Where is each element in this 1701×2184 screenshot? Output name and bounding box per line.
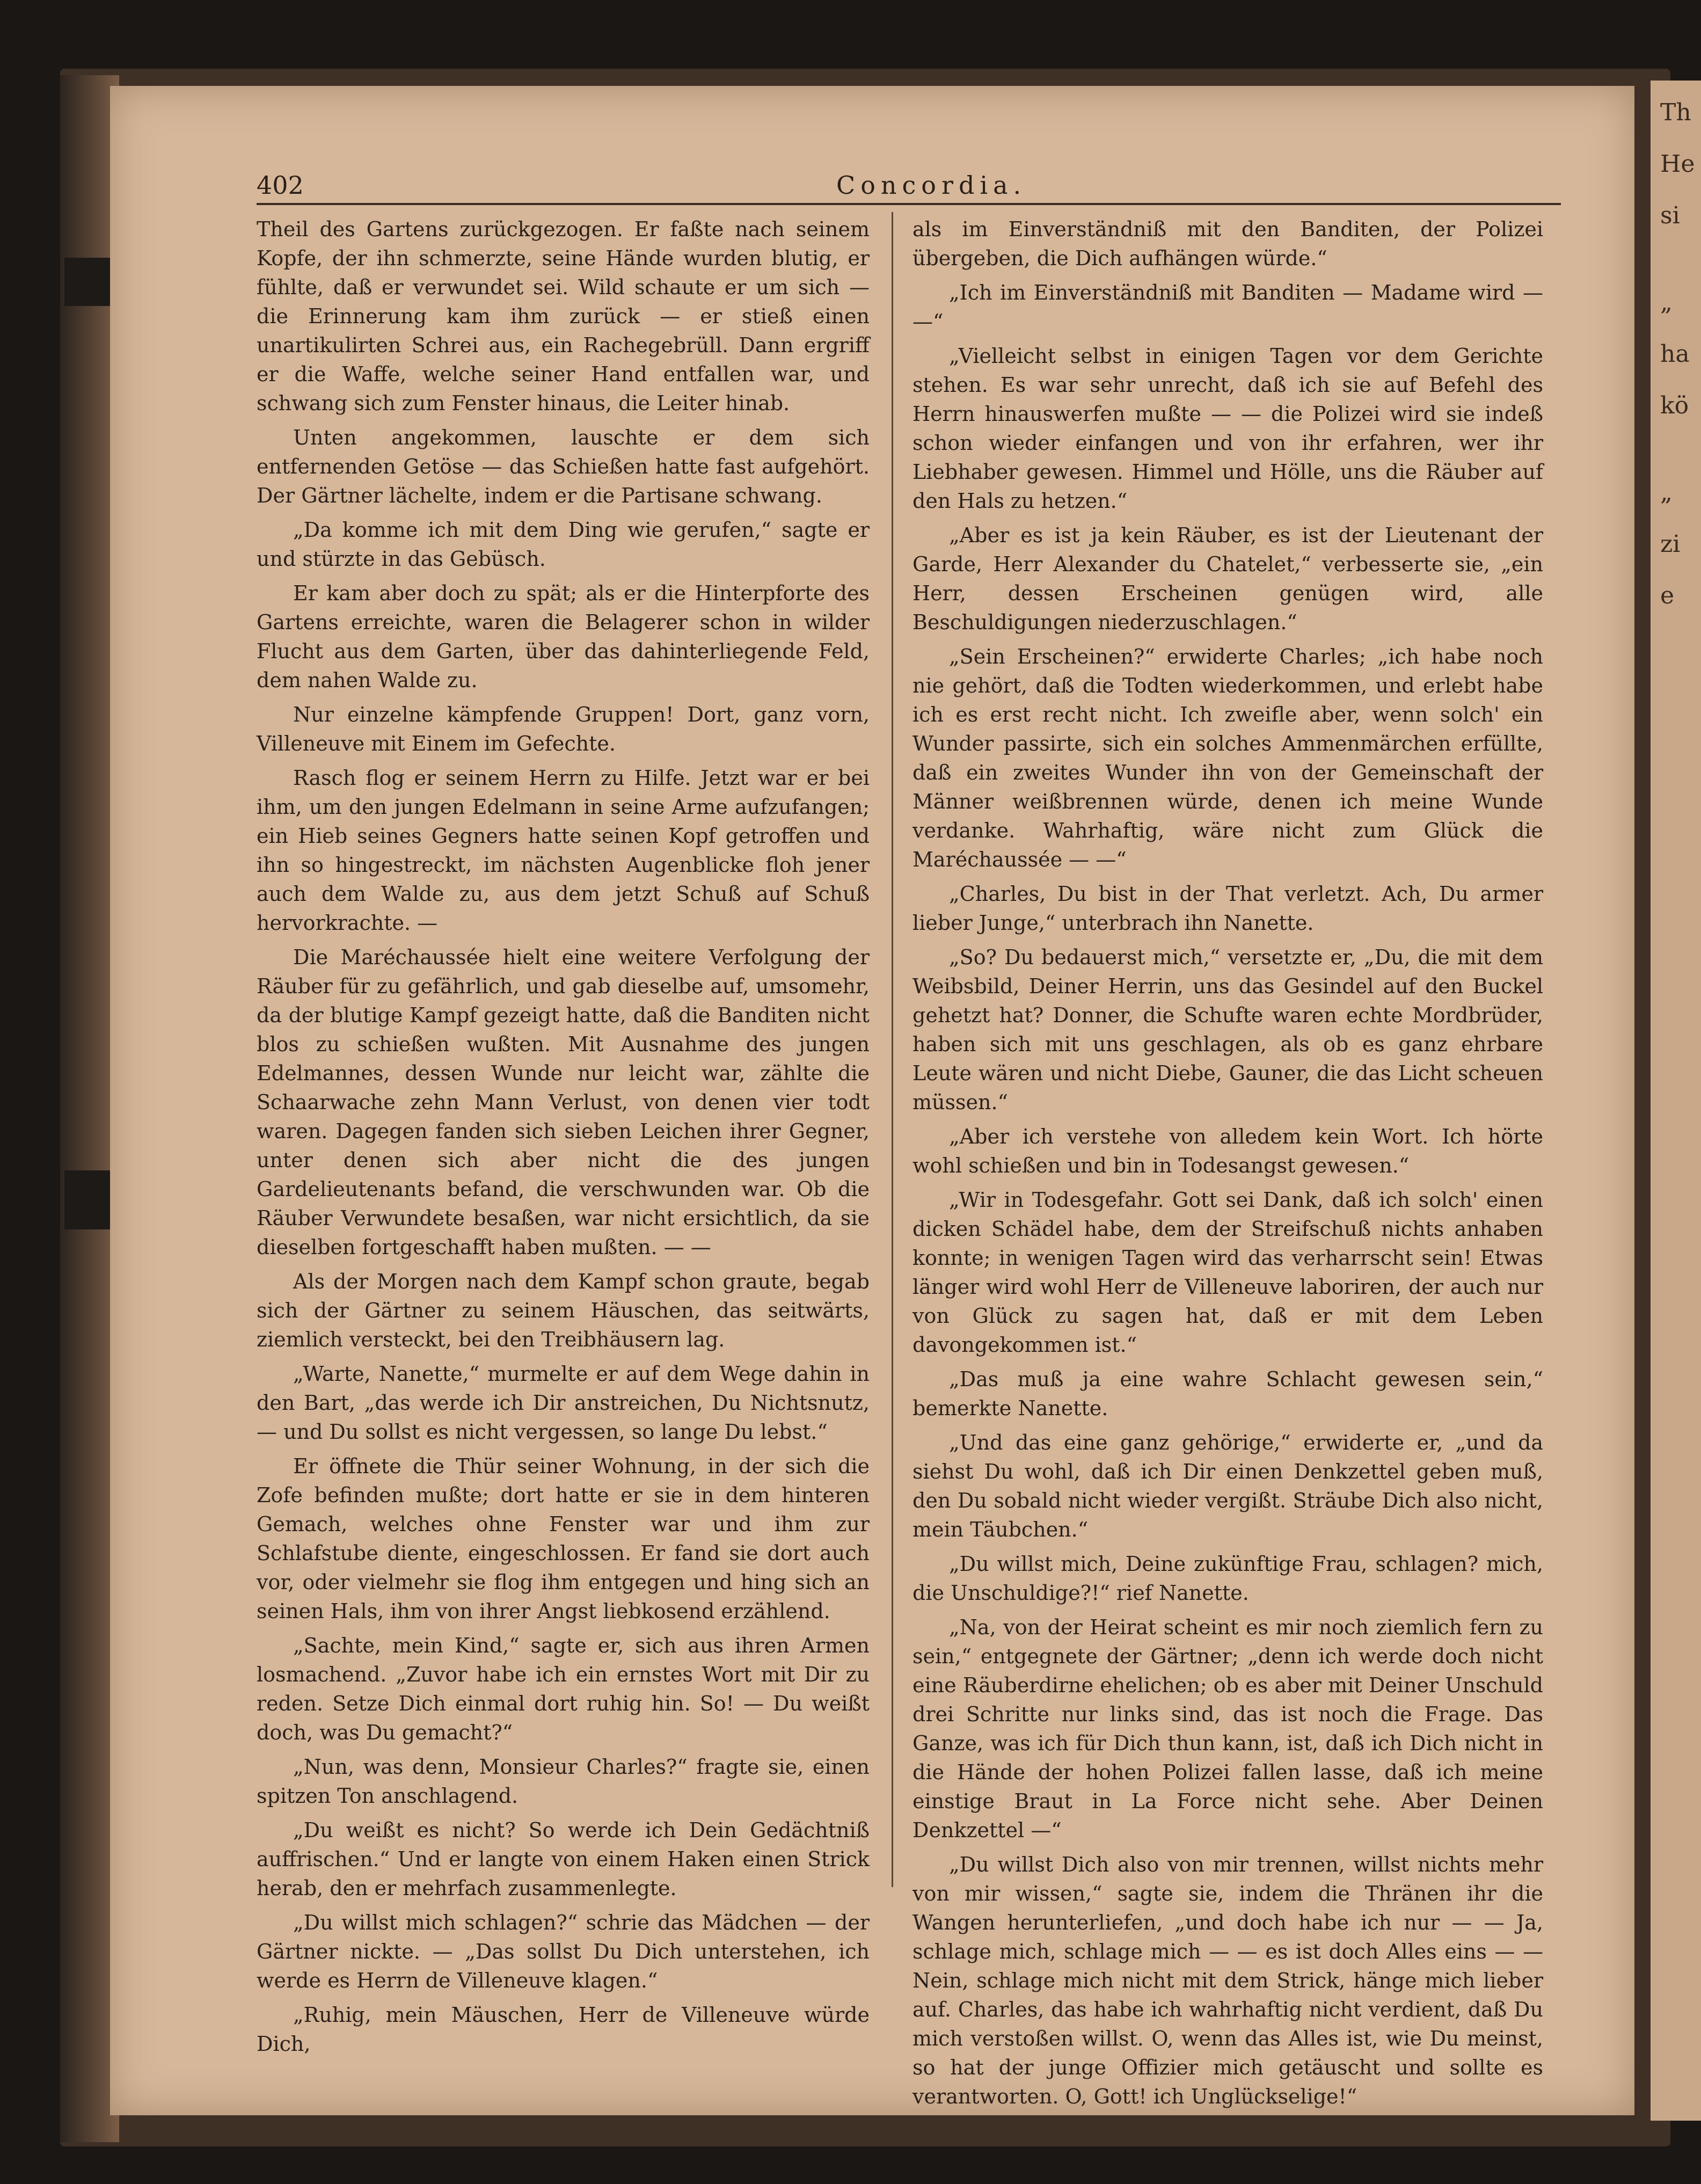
paragraph: „Du willst mich, Deine zukünftige Frau, schlagen? mich, die Unschuldige?!“ rief Nanette.	[912, 1552, 1543, 1605]
paragraph: „Und das eine ganz gehörige,“ erwiderte er, „und da siehst Du wohl, daß ich Dir einen Denkzettel geben muß, den Du sobald nicht wieder vergißt. Sträube Dich also nicht, mein Täubchen.“	[912, 1431, 1543, 1541]
adjacent-page-fragment: zi	[1660, 530, 1681, 558]
paragraph: „Nun, was denn, Monsieur Charles?“ fragte sie, einen spitzen Ton anschlagend.	[257, 1755, 870, 1808]
paragraph: Er öffnete die Thür seiner Wohnung, in der sich die Zofe befinden mußte; dort hatte er sie in dem hinteren Gemach, welches ohne Fenster war und ihm zur Schlafstube diente, eingeschlossen. Er fand sie dort auch vor, oder vielmehr sie flog ihm entgegen und hing sich an seinen Hals, ihm von ihrer Angst liebkosend erzählend.	[257, 1454, 870, 1623]
paragraph: „Sein Erscheinen?“ erwiderte Charles; „ich habe noch nie gehört, daß die Todten wiederkommen, und erlebt habe ich es erst recht nicht. Ich zweifle aber, wenn solch' ein Wunder passirte, sich ein solches Ammenmärchen erfüllte, daß ein zweites Wunder ihn von der Gemeinschaft der Männer weißbrennen würde, denen ich meine Wunde verdanke. Wahrhaftig, wäre nicht zum Glück die Maréchaussée — —“	[912, 645, 1543, 871]
paragraph: Rasch flog er seinem Herrn zu Hilfe. Jetzt war er bei ihm, um den jungen Edelmann in seine Arme aufzufangen; ein Hieb seines Gegners hatte seinen Kopf getroffen und ihn so hingestreckt, im nächsten Augenblicke floh jener auch dem Walde zu, aus dem jetzt Schuß auf Schuß hervorkrachte. —	[257, 766, 870, 935]
column-divider	[892, 212, 893, 1887]
page-title: Concordia.	[836, 171, 1027, 200]
paragraph: „Warte, Nanette,“ murmelte er auf dem Wege dahin in den Bart, „das werde ich Dir anstreichen, Du Nichtsnutz, — und Du sollst es nicht vergessen, so lange Du lebst.“	[257, 1362, 870, 1444]
paragraph: „Sachte, mein Kind,“ sagte er, sich aus ihren Armen losmachend. „Zuvor habe ich ein ernstes Wort mit Dir zu reden. Setze Dich einmal dort ruhig hin. So! — Du weißt doch, was Du gemacht?“	[257, 1634, 870, 1744]
adjacent-page-fragment: „	[1660, 289, 1673, 316]
header-rule	[257, 203, 1561, 205]
paragraph: „Das muß ja eine wahre Schlacht gewesen sein,“ bemerkte Nanette.	[912, 1367, 1543, 1420]
adjacent-page-fragment: „	[1660, 479, 1673, 506]
paragraph: „Ich im Einverständniß mit Banditen — Madame wird — —“	[912, 281, 1543, 333]
adjacent-page-fragment: kö	[1660, 392, 1689, 419]
paragraph: „Du willst Dich also von mir trennen, willst nichts mehr von mir wissen,“ sagte sie, indem die Thränen ihr die Wangen herunterliefen, „und doch habe ich nur — — Ja, schlage mich, schlage mich — — es ist doch Alles eins — — Nein, schlage mich nicht mit dem Strick, hänge mich lieber auf. Charles, das habe ich wahrhaftig nicht verdient, daß Du mich verstoßen willst. O, wenn das Alles ist, wie Du meinst, so hat der junge Offizier mich getäuscht und sollte es verantworten. O, Gott! ich Unglückselige!“	[912, 1853, 1543, 2108]
paragraph: „So? Du bedauerst mich,“ versetzte er, „Du, die mit dem Weibsbild, Deiner Herrin, uns das Gesindel auf den Buckel gehetzt hat? Donner, die Schufte waren echte Mordbrüder, haben sich mit uns geschlagen, als ob es ganz ehrbare Leute wären und nicht Diebe, Gauner, die das Licht scheuen müssen.“	[912, 945, 1543, 1114]
adjacent-page-fragment: He	[1660, 150, 1695, 178]
adjacent-page-edge	[1651, 81, 1701, 2121]
paragraph: „Du willst mich schlagen?“ schrie das Mädchen — der Gärtner nickte. — „Das sollst Du Dich unterstehen, ich werde es Herrn de Villeneuve klagen.“	[257, 1911, 870, 1992]
adjacent-page-fragment: Th	[1660, 99, 1691, 126]
paragraph: Die Maréchaussée hielt eine weitere Verfolgung der Räuber für zu gefährlich, und gab dieselbe auf, umsomehr, da der blutige Kampf gezeigt hatte, daß die Banditen nicht blos zu schießen wußten. Mit Ausnahme des jungen Edelmannes, dessen Wunde nur leicht war, zählte die Schaarwache zehn Mann Verlust, von denen vier todt waren. Dagegen fanden sich sieben Leichen ihrer Gegner, unter denen sich aber nicht die des jungen Gardelieutenants befand, die verschwunden war. Ob die Räuber Verwundete besaßen, war nicht ersichtlich, da sie dieselben fortgeschafft haben mußten. — —	[257, 945, 870, 1259]
paragraph: Er kam aber doch zu spät; als er die Hinterpforte des Gartens erreichte, waren die Belagerer schon in wilder Flucht aus dem Garten, über das dahinterliegende Feld, dem nahen Walde zu.	[257, 581, 870, 692]
paragraph: „Ruhig, mein Mäuschen, Herr de Villeneuve würde Dich,	[257, 2003, 870, 2056]
paragraph: „Wir in Todesgefahr. Gott sei Dank, daß ich solch' einen dicken Schädel habe, dem der Streifschuß nichts anhaben konnte; in wenigen Tagen wird das verharrscht sein! Etwas länger wird wohl Herr de Villeneuve laboriren, der auch nur von Glück zu sagen hat, daß er mit dem Leben davongekommen ist.“	[912, 1188, 1543, 1357]
paragraph: „Aber ich verstehe von alledem kein Wort. Ich hörte wohl schießen und bin in Todesangst gewesen.“	[912, 1125, 1543, 1177]
spine-band	[64, 1170, 113, 1229]
paragraph: „Da komme ich mit dem Ding wie gerufen,“ sagte er und stürzte in das Gebüsch.	[257, 518, 870, 571]
right-text-column	[912, 215, 1543, 2108]
paragraph: „Du weißt es nicht? So werde ich Dein Gedächtniß auffrischen.“ Und er langte von einem Haken einen Strick herab, den er mehrfach zusammenlegte.	[257, 1818, 870, 1900]
paragraph: Nur einzelne kämpfende Gruppen! Dort, ganz vorn, Villeneuve mit Einem im Gefechte.	[257, 703, 870, 755]
paragraph: Als der Morgen nach dem Kampf schon graute, begab sich der Gärtner zu seinem Häuschen, das seitwärts, ziemlich versteckt, bei den Treibhäusern lag.	[257, 1270, 870, 1351]
left-text-column	[257, 215, 870, 2056]
paragraph: als im Einverständniß mit den Banditen, der Polizei übergeben, die Dich aufhängen würde.“	[912, 217, 1543, 270]
paragraph: Theil des Gartens zurückgezogen. Er faßte nach seinem Kopfe, der ihn schmerzte, seine Hände wurden blutig, er fühlte, daß er verwundet sei. Wild schaute er um sich — die Erinnerung kam ihm zurück — er stieß einen unartikulirten Schrei aus, ein Rachegebrüll. Dann ergriff er die Waffe, welche seiner Hand entfallen war, und schwang sich zum Fenster hinaus, die Leiter hinab.	[257, 217, 870, 415]
paragraph: „Charles, Du bist in der That verletzt. Ach, Du armer lieber Junge,“ unterbrach ihn Nanette.	[912, 882, 1543, 935]
paragraph: „Vielleicht selbst in einigen Tagen vor dem Gerichte stehen. Es war sehr unrecht, daß ich sie auf Befehl des Herrn hinauswerfen mußte — — die Polizei wird sie indeß schon wieder einfangen und von ihr erfahren, wer ihr Liebhaber gewesen. Himmel und Hölle, uns die Räuber auf den Hals zu hetzen.“	[912, 344, 1543, 513]
paragraph: Unten angekommen, lauschte er dem sich entfernenden Getöse — das Schießen hatte fast aufgehört. Der Gärtner lächelte, indem er die Partisane schwang.	[257, 426, 870, 507]
adjacent-page-fragment: e	[1660, 582, 1675, 609]
paragraph: „Aber es ist ja kein Räuber, es ist der Lieutenant der Garde, Herr Alexander du Chatelet,“ verbesserte sie, „ein Herr, dessen Erscheinen genügen wird, alle Beschuldigungen niederzuschlagen.“	[912, 523, 1543, 634]
page-number: 402	[257, 171, 304, 200]
adjacent-page-fragment: si	[1660, 202, 1680, 229]
spine-band	[64, 258, 113, 306]
paragraph: „Na, von der Heirat scheint es mir noch ziemlich fern zu sein,“ entgegnete der Gärtner; „denn ich werde doch nicht eine Räuberdirne ehelichen; ob es aber mit Deiner Unschuld drei Schritte nur links sind, das ist noch die Frage. Das Ganze, was ich für Dich thun kann, ist, daß ich Dich nicht in die Hände der hohen Polizei fallen lasse, daß ich meine einstige Braut in La Force nicht sehe. Aber Deinen Denkzettel —“	[912, 1615, 1543, 1842]
adjacent-page-fragment: ha	[1660, 340, 1690, 368]
